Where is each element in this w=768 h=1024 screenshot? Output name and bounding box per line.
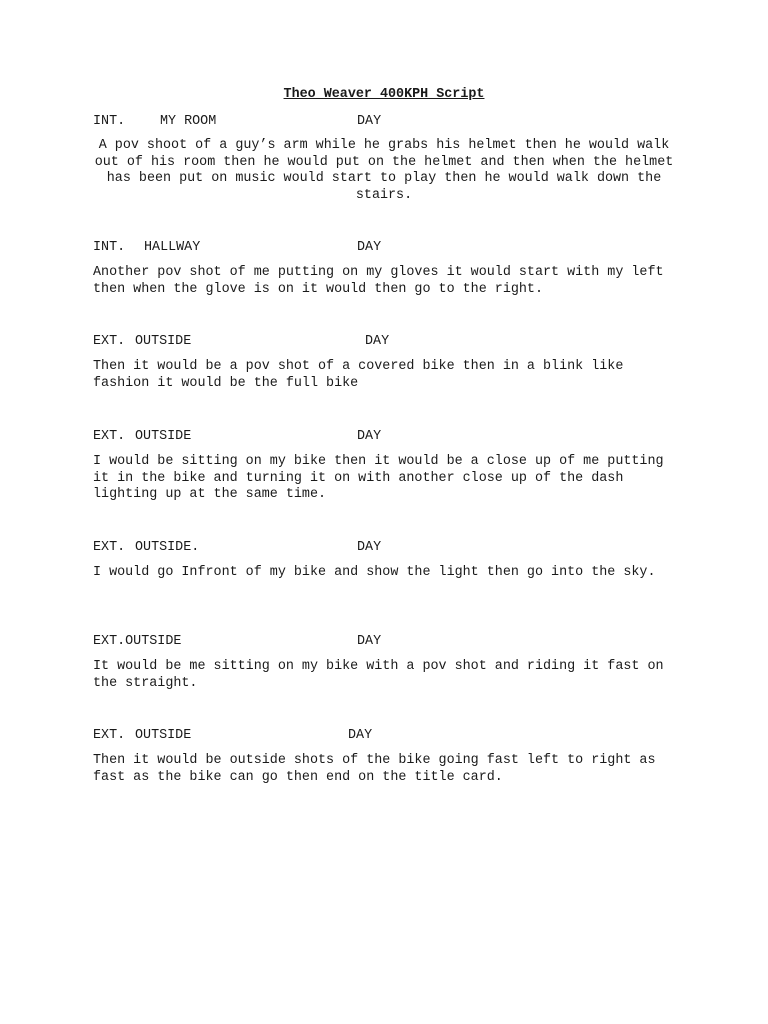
scene-time: DAY [357, 634, 382, 649]
scene-time: DAY [357, 429, 382, 444]
scene-description: I would be sitting on my bike then it would be a close up of me putting it in the bike and turning it on with another close up of the dash lighting up at the same time. [93, 454, 664, 503]
scene-location: MY ROOM [160, 114, 217, 129]
scene-time: DAY [365, 334, 390, 349]
scene-description: Another pov shot of me putting on my gloves it would start with my left then when the glove is on it would then go to the right. [93, 265, 664, 297]
scene-description: Then it would be a pov shot of a covered bike then in a blink like fashion it would be the full bike [93, 359, 624, 391]
scene-time: DAY [357, 114, 382, 129]
scene-description: Then it would be outside shots of the bike going fast left to right as fast as the bike can go then end on the title card. [93, 753, 656, 785]
scene-location: OUTSIDE. [135, 540, 200, 555]
scene-int-ext: EXT. [93, 728, 126, 743]
scene-int-ext: EXT. [93, 334, 126, 349]
scene-int-ext: INT. [93, 240, 126, 255]
scene-location: OUTSIDE [135, 334, 192, 349]
scene-time: DAY [357, 240, 382, 255]
scene-time: DAY [357, 540, 382, 555]
scene-int-ext: INT. [93, 114, 126, 129]
scene-int-ext: EXT.OUTSIDE [93, 634, 182, 649]
scene-location: OUTSIDE [135, 728, 192, 743]
scene-int-ext: EXT. [93, 540, 126, 555]
scene-description: It would be me sitting on my bike with a pov shot and riding it fast on the straight. [93, 659, 664, 691]
scene-description: I would go Infront of my bike and show the light then go into the sky. [93, 565, 656, 580]
scene-time: DAY [348, 728, 373, 743]
scene-description: A pov shoot of a guy’s arm while he grabs his helmet then he would walk out of his room then he would put on the helmet and then when the helmet has been put on music would start to play then he would walk down the stairs. [94, 138, 674, 203]
script-title: Theo Weaver 400KPH Script [283, 87, 485, 102]
scene-location: OUTSIDE [135, 429, 192, 444]
scene-int-ext: EXT. [93, 429, 126, 444]
scene-location: HALLWAY [144, 240, 201, 255]
